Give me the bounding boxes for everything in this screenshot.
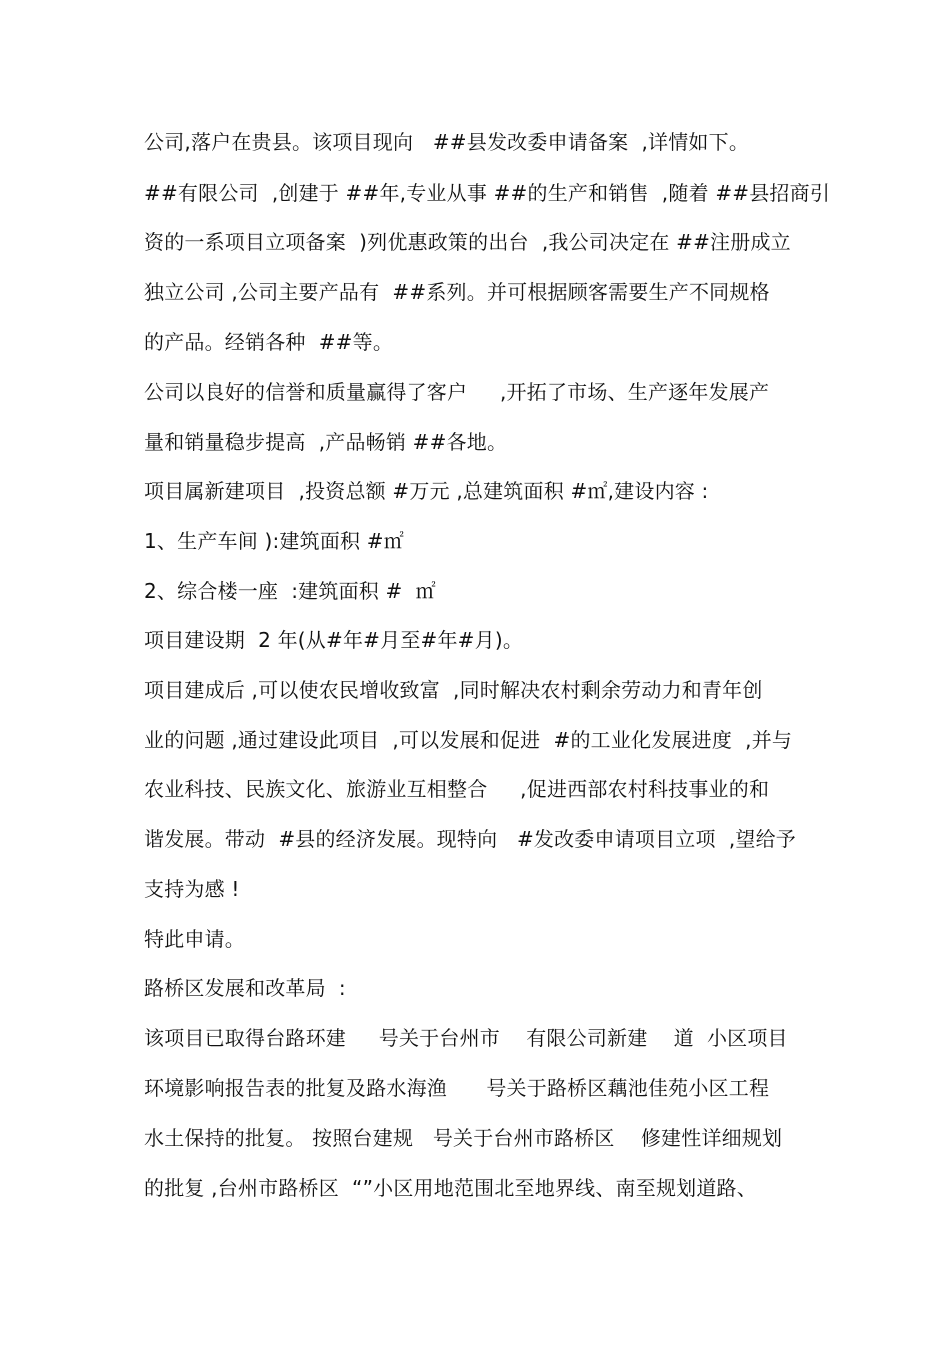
- text-line-6: 公司以良好的信誉和质量赢得了客户 ,开拓了市场、生产逐年发展产: [144, 380, 770, 404]
- text-line-15: 谐发展。带动 #县的经济发展。现特向 #发改委申请项目立项 ,望给予: [144, 827, 796, 851]
- text-line-13: 业的问题 ,通过建设此项目 ,可以发展和促进 #的工业化发展进度 ,并与: [144, 728, 793, 752]
- text-line-8: 项目属新建项目 ,投资总额 #万元 ,总建筑面积 #㎡,建设内容 :: [144, 479, 709, 503]
- text-line-20: 环境影响报告表的批复及路水海渔 号关于路桥区藕池佳苑小区工程: [144, 1076, 770, 1100]
- text-line-11: 项目建设期 2 年(从#年#月至#年#月)。: [144, 628, 524, 652]
- text-line-3: 资的一系项目立项备案 )列优惠政策的出台 ,我公司决定在 ##注册成立: [144, 230, 791, 254]
- text-line-10: 2、综合楼一座 :建筑面积 # ㎡: [144, 579, 436, 603]
- text-line-21: 水土保持的批复。 按照台建规 号关于台州市路桥区 修建性详细规划: [144, 1126, 783, 1150]
- text-line-4: 独立公司 ,公司主要产品有 ##系列。并可根据顾客需要生产不同规格: [144, 280, 770, 304]
- text-line-7: 量和销量稳步提高 ,产品畅销 ##各地。: [144, 430, 508, 454]
- text-line-16: 支持为感 !: [144, 877, 240, 901]
- text-line-22: 的批复 ,台州市路桥区 “”小区用地范围北至地界线、南至规划道路、: [144, 1176, 757, 1200]
- text-line-18: 路桥区发展和改革局 :: [144, 976, 346, 1000]
- text-line-5: 的产品。经销各种 ##等。: [144, 330, 394, 354]
- text-line-17: 特此申请。: [144, 927, 245, 951]
- text-line-12: 项目建成后 ,可以使农民增收致富 ,同时解决农村剩余劳动力和青年创: [144, 678, 763, 702]
- text-line-2: ##有限公司 ,创建于 ##年,专业从事 ##的生产和销售 ,随着 ##县招商引: [144, 181, 831, 205]
- text-line-9: 1、生产车间 ):建筑面积 #㎡: [144, 529, 404, 553]
- text-line-1: 公司,落户在贵县。该项目现向 ##县发改委申请备案 ,详情如下。: [144, 130, 750, 154]
- text-line-14: 农业科技、民族文化、旅游业互相整合 ,促进西部农村科技事业的和: [144, 777, 770, 801]
- text-line-19: 该项目已取得台路环建 号关于台州市 有限公司新建 道 小区项目: [144, 1026, 788, 1050]
